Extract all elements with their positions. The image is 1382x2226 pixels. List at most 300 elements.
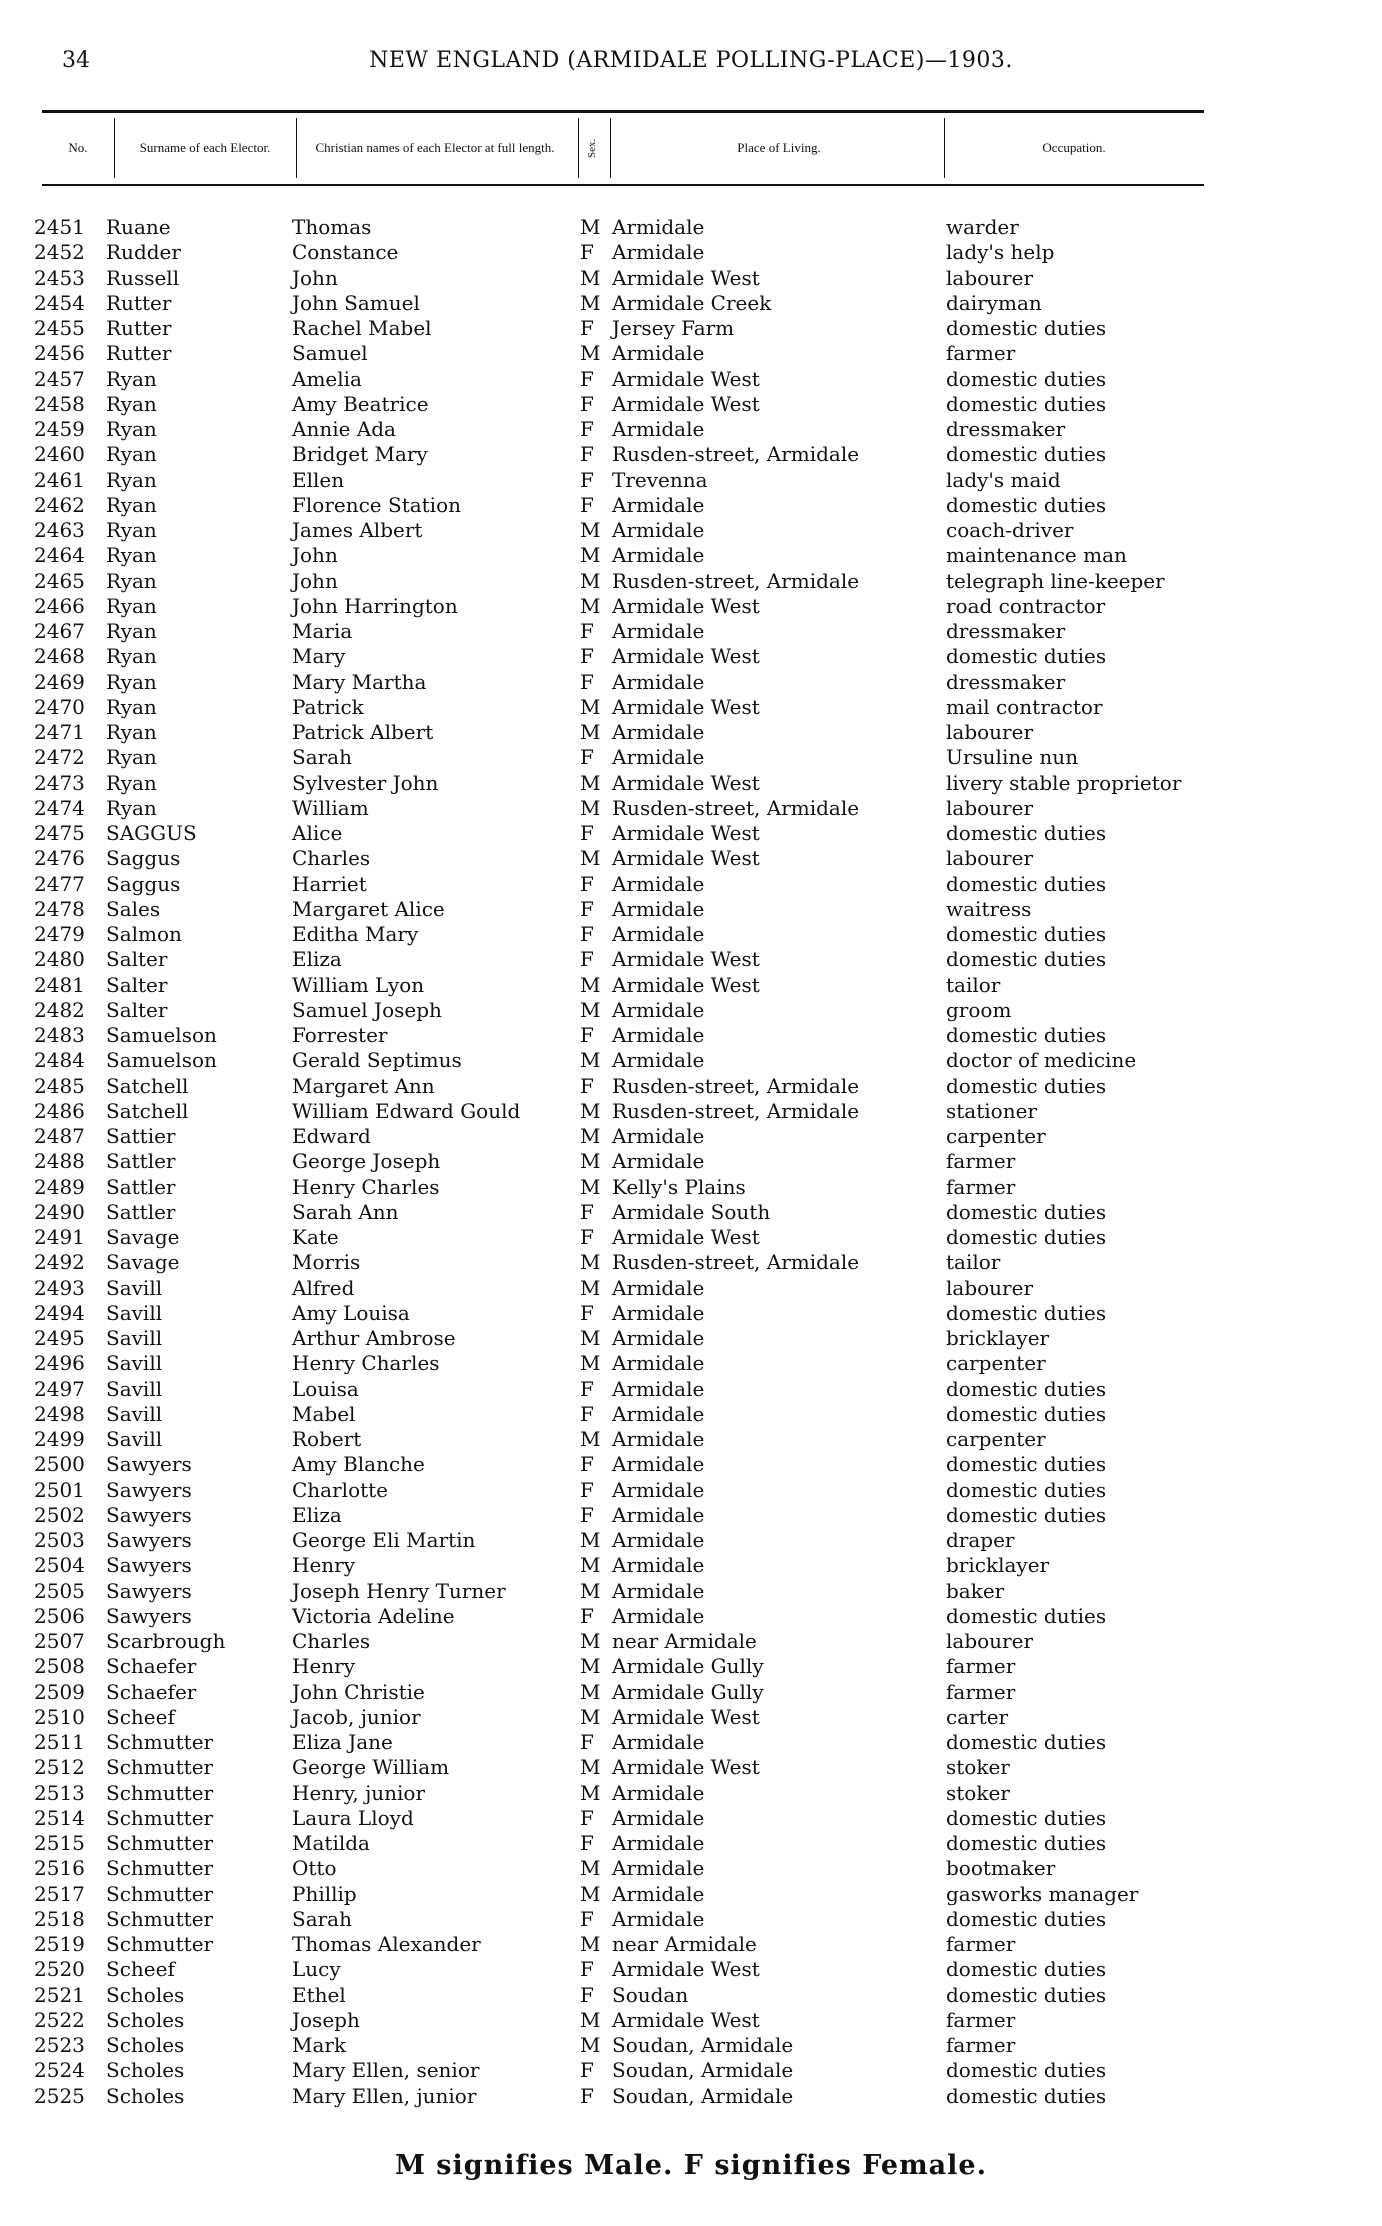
elector-place-of-living: Armidale [612,997,705,1022]
elector-number: 2462 [34,492,85,517]
elector-christian-names: Thomas [292,215,372,239]
elector-place-of-living: Armidale [612,1553,705,1578]
elector-christian-names: John Samuel [292,290,420,315]
elector-surname: Savage [106,1225,180,1249]
table-row [0,1604,1382,1629]
table-row [0,922,1382,947]
table-row [0,1099,1382,1124]
elector-place-of-living: Rusden-street, Armidale [612,1073,860,1098]
elector-christian-names: Margaret Alice [292,896,445,921]
elector-place-of-living: Armidale [612,1856,705,1881]
elector-sex: M [580,1149,601,1174]
elector-number: 2491 [34,1225,85,1249]
elector-occupation: farmer [946,1654,1016,1679]
elector-place-of-living: Armidale West [612,1704,760,1729]
elector-number: 2496 [34,1351,85,1376]
elector-sex: F [580,391,594,416]
table-row [0,468,1382,493]
elector-number: 2481 [34,972,85,997]
elector-occupation: stoker [946,1780,1010,1805]
elector-sex: M [580,1704,601,1729]
elector-occupation: bootmaker [946,1856,1056,1881]
elector-number: 2457 [34,366,85,391]
elector-christian-names: Henry Charles [292,1351,440,1376]
elector-place-of-living: Armidale West [612,265,760,290]
elector-christian-names: Henry Charles [292,1174,440,1199]
elector-surname: Schmutter [106,1730,214,1754]
table-row [0,2008,1382,2033]
table-row [0,973,1382,998]
elector-surname: Ruane [106,215,171,239]
elector-sex: F [580,1073,594,1098]
elector-number: 2461 [34,467,85,492]
elector-place-of-living: Armidale West [612,694,760,719]
elector-surname: Satchell [106,1098,189,1123]
elector-surname: Ryan [106,568,157,593]
elector-occupation: domestic duties [946,947,1107,972]
table-row [0,644,1382,669]
elector-sex: M [580,1932,601,1956]
table-row [0,1427,1382,1452]
elector-surname: Ryan [106,492,157,517]
elector-sex: M [580,1654,601,1679]
elector-occupation: domestic duties [946,2058,1107,2083]
table-row [0,1276,1382,1301]
elector-occupation: domestic duties [946,1401,1107,1426]
elector-number: 2499 [34,1427,85,1451]
elector-number: 2497 [34,1376,85,1401]
table-row [0,1048,1382,1073]
elector-christian-names: Arthur Ambrose [292,1326,456,1350]
elector-place-of-living: Armidale [612,518,705,542]
elector-christian-names: Jacob, junior [292,1704,421,1729]
elector-place-of-living: Jersey Farm [612,316,735,340]
elector-surname: Savill [106,1351,163,1376]
elector-place-of-living: Armidale [612,1149,705,1174]
table-row [0,1553,1382,1578]
table-row [0,1579,1382,1604]
elector-christian-names: Kate [292,1225,339,1249]
elector-surname: Schaefer [106,1654,197,1679]
elector-place-of-living: Armidale [612,1477,705,1502]
elector-surname: Samuelson [106,1023,217,1047]
column-header-surname: Surname of each Elector. [139,140,271,155]
elector-place-of-living: Armidale [612,1023,705,1047]
elector-christian-names: Joseph [292,2007,360,2032]
elector-surname: Rudder [106,240,181,265]
elector-christian-names: Edward [292,1124,371,1148]
column-header-occupation: Occupation. [1042,140,1106,155]
elector-surname: Scholes [106,2007,185,2032]
elector-occupation: road contractor [946,593,1106,618]
table-row [0,266,1382,291]
elector-number: 2523 [34,2033,85,2057]
elector-surname: Salter [106,997,168,1022]
elector-number: 2494 [34,1300,85,1325]
elector-surname: Schmutter [106,1831,214,1855]
elector-christian-names: Amy Beatrice [292,391,429,416]
elector-occupation: carter [946,1704,1009,1729]
elector-surname: Ryan [106,391,157,416]
elector-occupation: domestic duties [946,1225,1107,1249]
table-row [0,1680,1382,1705]
elector-christian-names: Mary [292,644,346,669]
table-row [0,619,1382,644]
elector-surname: Sawyers [106,1603,192,1628]
elector-sex: F [580,366,594,391]
page-number: 34 [62,48,90,73]
elector-sex: M [580,215,601,239]
elector-sex: F [580,745,594,770]
elector-sex: M [580,770,601,795]
elector-place-of-living: Armidale South [612,1199,771,1224]
table-row [0,1907,1382,1932]
elector-number: 2470 [34,694,85,719]
elector-place-of-living: Armidale West [612,644,760,669]
elector-sex: M [580,997,601,1022]
elector-place-of-living: Kelly's Plains [612,1174,746,1199]
elector-place-of-living: Rusden-street, Armidale [612,1098,860,1123]
elector-place-of-living: Armidale [612,1452,705,1477]
elector-place-of-living: Armidale [612,240,705,265]
table-row [0,1478,1382,1503]
elector-number: 2469 [34,669,85,694]
elector-number: 2487 [34,1124,85,1148]
table-row [0,1377,1382,1402]
elector-occupation: domestic duties [946,644,1107,669]
elector-occupation: bricklayer [946,1326,1050,1350]
elector-christian-names: John [292,265,338,290]
elector-christian-names: Gerald Septimus [292,1048,462,1073]
elector-place-of-living: Armidale [612,417,705,441]
elector-surname: Salter [106,947,168,972]
table-row [0,1326,1382,1351]
elector-christian-names: Victoria Adeline [292,1603,455,1628]
elector-occupation: tailor [946,1250,1001,1275]
elector-occupation: labourer [946,1629,1034,1653]
elector-number: 2465 [34,568,85,593]
elector-number: 2522 [34,2007,85,2032]
elector-surname: Savage [106,1250,180,1275]
elector-christian-names: John [292,543,338,568]
elector-sex: F [580,644,594,669]
elector-place-of-living: Armidale West [612,2007,760,2032]
elector-christian-names: Alice [292,821,343,845]
elector-place-of-living: Armidale [612,871,705,896]
elector-christian-names: George Joseph [292,1149,441,1174]
elector-number: 2504 [34,1553,85,1578]
elector-surname: Schaefer [106,1679,197,1704]
table-row [0,392,1382,417]
elector-occupation: labourer [946,846,1034,871]
elector-sex: F [580,1957,594,1982]
elector-sex: F [580,492,594,517]
elector-christian-names: Mark [292,2033,347,2057]
elector-sex: F [580,922,594,946]
elector-sex: M [580,265,601,290]
elector-christian-names: Constance [292,240,399,265]
elector-place-of-living: Soudan [612,1982,689,2007]
elector-number: 2482 [34,997,85,1022]
table-row [0,1831,1382,1856]
elector-christian-names: Robert [292,1427,362,1451]
elector-christian-names: Charles [292,846,371,871]
elector-surname: Ryan [106,770,157,795]
table-row [0,1250,1382,1275]
elector-sex: M [580,1174,601,1199]
elector-number: 2502 [34,1502,85,1527]
elector-occupation: farmer [946,1932,1016,1956]
elector-number: 2515 [34,1831,85,1855]
elector-occupation: doctor of medicine [946,1048,1137,1073]
elector-sex: F [580,1225,594,1249]
elector-surname: Savill [106,1427,163,1451]
table-row [0,367,1382,392]
elector-surname: Ryan [106,543,157,568]
elector-sex: M [580,290,601,315]
elector-surname: Samuelson [106,1048,217,1073]
table-row [0,821,1382,846]
elector-place-of-living: Armidale [612,619,705,643]
elector-sex: M [580,1098,601,1123]
elector-occupation: domestic duties [946,2083,1107,2108]
elector-surname: SAGGUS [106,821,197,845]
table-row [0,1301,1382,1326]
elector-christian-names: Ethel [292,1982,346,2007]
elector-occupation: dressmaker [946,669,1066,694]
elector-number: 2452 [34,240,85,265]
elector-number: 2480 [34,947,85,972]
elector-sex: F [580,1831,594,1855]
table-row [0,1755,1382,1780]
elector-number: 2455 [34,316,85,340]
elector-place-of-living: Rusden-street, Armidale [612,442,860,467]
elector-place-of-living: Armidale West [612,1755,760,1780]
electoral-roll-table [0,215,1382,2109]
elector-sex: F [580,2083,594,2108]
page-title: NEW ENGLAND (ARMIDALE POLLING-PLACE)—1903. [369,48,1013,73]
column-divider [578,118,579,178]
elector-number: 2476 [34,846,85,871]
table-row [0,1983,1382,2008]
elector-surname: Savill [106,1376,163,1401]
elector-number: 2474 [34,795,85,820]
elector-place-of-living: Trevenna [612,467,708,492]
elector-place-of-living: Armidale [612,1780,705,1805]
column-header-christian-names: Christian names of each Elector at full length. [315,140,555,155]
elector-sex: F [580,417,594,441]
table-row [0,1023,1382,1048]
elector-number: 2520 [34,1957,85,1982]
table-row [0,417,1382,442]
elector-place-of-living: Armidale [612,1124,705,1148]
elector-surname: Ryan [106,795,157,820]
elector-sex: M [580,1048,601,1073]
column-divider [296,118,297,178]
elector-sex: F [580,316,594,340]
elector-surname: Ryan [106,366,157,391]
elector-sex: M [580,795,601,820]
elector-surname: Ryan [106,644,157,669]
elector-occupation: farmer [946,1149,1016,1174]
column-divider [610,118,611,178]
elector-surname: Sales [106,896,161,921]
elector-surname: Scarbrough [106,1629,226,1653]
elector-place-of-living: Armidale [612,341,705,366]
elector-christian-names: Harriet [292,871,367,896]
elector-place-of-living: Rusden-street, Armidale [612,1250,860,1275]
elector-number: 2472 [34,745,85,770]
elector-occupation: warder [946,215,1019,239]
elector-sex: M [580,1553,601,1578]
column-divider [114,118,115,178]
elector-surname: Ryan [106,467,157,492]
elector-place-of-living: Armidale [612,720,705,744]
elector-christian-names: Eliza [292,1502,342,1527]
elector-occupation: dairyman [946,290,1042,315]
elector-sex: F [580,1906,594,1931]
table-row [0,1124,1382,1149]
elector-number: 2453 [34,265,85,290]
elector-surname: Scholes [106,2083,185,2108]
elector-occupation: stationer [946,1098,1037,1123]
elector-surname: Ryan [106,442,157,467]
elector-occupation: domestic duties [946,1199,1107,1224]
elector-surname: Schmutter [106,1805,214,1830]
elector-number: 2516 [34,1856,85,1881]
elector-surname: Scheef [106,1704,175,1729]
table-row [0,1351,1382,1376]
elector-occupation: domestic duties [946,442,1107,467]
elector-christian-names: William Lyon [292,972,425,997]
elector-sex: M [580,1578,601,1603]
elector-number: 2471 [34,720,85,744]
elector-number: 2500 [34,1452,85,1477]
elector-surname: Scheef [106,1957,175,1982]
elector-christian-names: Sarah Ann [292,1199,399,1224]
elector-number: 2485 [34,1073,85,1098]
elector-place-of-living: Armidale [612,669,705,694]
elector-surname: Sawyers [106,1452,192,1477]
elector-number: 2454 [34,290,85,315]
elector-number: 2513 [34,1780,85,1805]
table-row [0,1503,1382,1528]
elector-place-of-living: Armidale [612,1048,705,1073]
elector-sex: M [580,2033,601,2057]
elector-number: 2456 [34,341,85,366]
elector-sex: M [580,568,601,593]
table-row [0,1806,1382,1831]
elector-occupation: labourer [946,1275,1034,1300]
elector-sex: M [580,1427,601,1451]
elector-number: 2498 [34,1401,85,1426]
elector-surname: Ryan [106,518,157,542]
elector-number: 2486 [34,1098,85,1123]
elector-place-of-living: Armidale West [612,947,760,972]
elector-place-of-living: Armidale West [612,770,760,795]
elector-place-of-living: Armidale [612,215,705,239]
elector-sex: M [580,593,601,618]
elector-christian-names: Charlotte [292,1477,389,1502]
elector-sex: M [580,1881,601,1906]
elector-christian-names: Mary Ellen, senior [292,2058,480,2083]
elector-occupation: draper [946,1528,1015,1552]
elector-occupation: domestic duties [946,1502,1107,1527]
elector-surname: Satchell [106,1073,189,1098]
elector-christian-names: Maria [292,619,353,643]
elector-place-of-living: Armidale [612,1326,705,1350]
elector-number: 2509 [34,1679,85,1704]
table-row [0,897,1382,922]
elector-surname: Schmutter [106,1932,214,1956]
elector-sex: F [580,2058,594,2083]
elector-surname: Ryan [106,593,157,618]
elector-place-of-living: Armidale Gully [612,1679,764,1704]
elector-place-of-living: Armidale [612,745,705,770]
elector-christian-names: Mabel [292,1401,356,1426]
elector-number: 2525 [34,2083,85,2108]
elector-number: 2484 [34,1048,85,1073]
elector-surname: Ryan [106,619,157,643]
elector-place-of-living: Armidale [612,1805,705,1830]
elector-occupation: livery stable proprietor [946,770,1182,795]
elector-surname: Sawyers [106,1578,192,1603]
elector-sex: F [580,821,594,845]
elector-christian-names: Samuel [292,341,368,366]
table-row [0,240,1382,265]
elector-sex: M [580,1326,601,1350]
elector-place-of-living: Armidale [612,1730,705,1754]
elector-christian-names: Samuel Joseph [292,997,442,1022]
elector-sex: M [580,1679,601,1704]
elector-christian-names: Eliza Jane [292,1730,393,1754]
elector-surname: Rutter [106,290,172,315]
elector-surname: Russell [106,265,180,290]
elector-occupation: waitress [946,896,1032,921]
table-row [0,720,1382,745]
elector-christian-names: Charles [292,1629,371,1653]
elector-sex: M [580,1124,601,1148]
elector-occupation: domestic duties [946,1300,1107,1325]
elector-sex: F [580,1982,594,2007]
elector-occupation: domestic duties [946,1831,1107,1855]
elector-occupation: domestic duties [946,1603,1107,1628]
elector-occupation: lady's maid [946,467,1061,492]
elector-christian-names: Thomas Alexander [292,1932,481,1956]
elector-occupation: baker [946,1578,1005,1603]
elector-place-of-living: Armidale [612,1300,705,1325]
elector-number: 2493 [34,1275,85,1300]
elector-surname: Schmutter [106,1755,214,1780]
elector-place-of-living: Armidale [612,1528,705,1552]
elector-surname: Schmutter [106,1881,214,1906]
table-row [0,1175,1382,1200]
elector-place-of-living: Armidale Creek [612,290,772,315]
elector-sex: M [580,846,601,871]
elector-surname: Salmon [106,922,182,946]
elector-occupation: maintenance man [946,543,1127,568]
elector-sex: M [580,1629,601,1653]
elector-occupation: labourer [946,720,1034,744]
elector-occupation: domestic duties [946,492,1107,517]
elector-christian-names: Joseph Henry Turner [292,1578,506,1603]
table-row [0,1528,1382,1553]
elector-sex: F [580,240,594,265]
elector-christian-names: Editha Mary [292,922,419,946]
elector-place-of-living: Armidale West [612,846,760,871]
elector-place-of-living: Armidale [612,1906,705,1931]
elector-number: 2517 [34,1881,85,1906]
